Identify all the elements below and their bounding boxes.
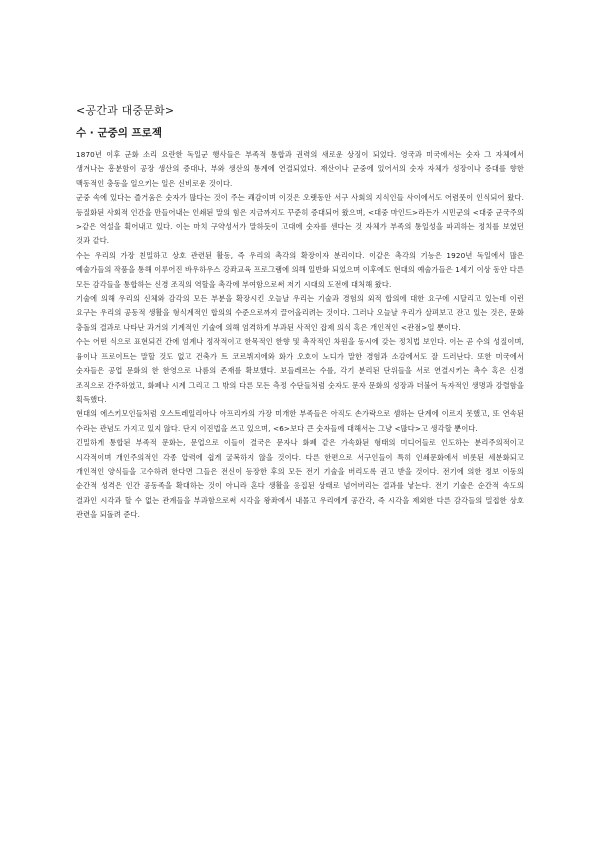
section-title: <공간과 대중문화> bbox=[76, 104, 175, 117]
paragraph-6: 현대의 에스키모인들처럼 오스트레일리아나 아프리카의 가장 미개한 부족들은 아직도 손가락으로 셈하는 단계에 이르지 못했고, 또 연속된 수라는 관념도 가지고 있지 않다. 단지 이진법을 쓰고 있으며, <6>보다 큰 숫자들에 대해서는 그냥 <많다>고 생각할 뿐이다. bbox=[76, 409, 524, 433]
paragraph-5: 수는 어떤 식으로 표현되건 간에 엄계나 정작적이고 한목적인 한향 및 촉작적인 차원을 동시에 갖는 정치법 보인다. 이는 곧 수의 성질이며, 융이나 프로이트는 말할 것도 없고 건축가 트 코르뷔지에와 화가 오호이 노디가 말한 경험과 소감에서도 잘 드러난다. 또한 미국에서 숫자들은 공업 문화의 한 한영으로 나름의 존재를 확보했다. 보들레르는 수를, 각기 분리된 단위들을 서로 연결시키는 촉수 혹은 신경 조직으로 간주하였고, 화폐나 시계 그리고 그 밖의 다른 모든 측정 수단들처럼 숫자도 문자 문화의 성장과 더불어 독자적인 생명과 강렬함을 획득했다. bbox=[76, 337, 524, 404]
subtitle: 수 · 군중의 프로젝 bbox=[76, 127, 162, 139]
paragraph-7: 긴밀하게 통합된 부족적 문화는, 문업으로 이들이 결국은 문자나 화폐 같은 가속화된 형태의 미디어들로 인도하는 분리주의적이고 시각적이며 개인주의적인 각종 압력에 쉽게 굴복하지 않을 것이다. 다른 한편으로 서구인들이 특히 인쇄문화에서 비롯된 세분화되고 개인적인 양식들을 고수하려 한다면 그들은 전신이 등장한 후의 모든 전기 기술을 버리도록 권고 받을 것이다. 전기에 의한 정보 이동의 순간적 성격은 인간 공동족을 확대하는 것이 아니라 혼다 생활을 응집된 상태로 넘어버리는 결과를 낳는다. 전기 기술은 순간적 속도의 결과인 시각과 할 수 없는 관계들을 부과함으로써 시각을 왕좌에서 내몰고 우리에게 공간각, 즉 시각을 제외한 다른 감각들의 밀접한 상호 관련을 되돌려 준다. bbox=[76, 438, 524, 520]
paragraph-1: 1870년 이후 군화 소리 요란한 독일군 행사들은 부족적 통합과 권력의 새로운 상징이 되었다. 영국과 미국에서는 숫자 그 자체에서 생겨나는 흥분함이 공장 생산의 증대나, 부와 생산의 통계에 연결되었다. 재산이나 군중에 있어서의 숫자 자체가 성장이나 증대를 향한 맥동적인 충동을 일으키는 일은 신비로운 것이다. bbox=[76, 150, 524, 188]
paragraph-3: 수는 우리의 가장 친밀하고 상호 관련된 활동, 즉 우리의 촉각의 확장이자 분리이다. 이같은 촉각의 기능은 1920년 독일에서 많은 예술가들의 작품을 통해 이루어진 바우하우스 강좌교육 프로그램에 의해 일반화 되었으며 이후에도 현대의 예술가들은 1세기 이상 동안 다른 모든 감각들을 통합하는 신경 조직의 역할을 촉각에 부여함으로써 저기 시대의 도전에 대처해 왔다. bbox=[76, 250, 524, 289]
paragraph-2: 군중 속에 있다는 즐거움은 숫자가 많다는 것이 주는 쾌감이며 이것은 오랫동안 서구 사회의 지식인들 사이에서도 어렴풋이 인식되어 왔다. 등질화된 사회적 인간을 만들어내는 인쇄된 말의 힘은 지금까지도 꾸준히 증대되어 왔으며, <대중 마인드>라든가 시민군의 <대중 군국주의>같은 역설을 획어내고 있다. 이는 마치 구약성서가 말하듯이 고대에 숫자를 센다는 것 자체가 부족의 통일성을 파괴하는 정치를 보였던 것과 같다. bbox=[76, 193, 524, 246]
paragraph-4: 기술에 의해 우리의 신체와 감각의 모든 부분을 확장시킨 오늘날 우리는 기술과 경험의 외적 합의에 대한 요구에 시달리고 있는데 이런 요구는 우리의 공동적 생활을 형식계적인 합의의 수준으로까지 끌어올리려는 것이다. 그러나 오늘날 우리가 살펴보고 잔고 있는 것은, 문화 충돌의 결과로 나타난 과거의 기계적인 기술에 의해 엄격하게 부과된 사적인 잡제 의식 혹은 개인적인 <관점>일 뿐이다. bbox=[76, 294, 524, 332]
document-page bbox=[76, 104, 524, 523]
